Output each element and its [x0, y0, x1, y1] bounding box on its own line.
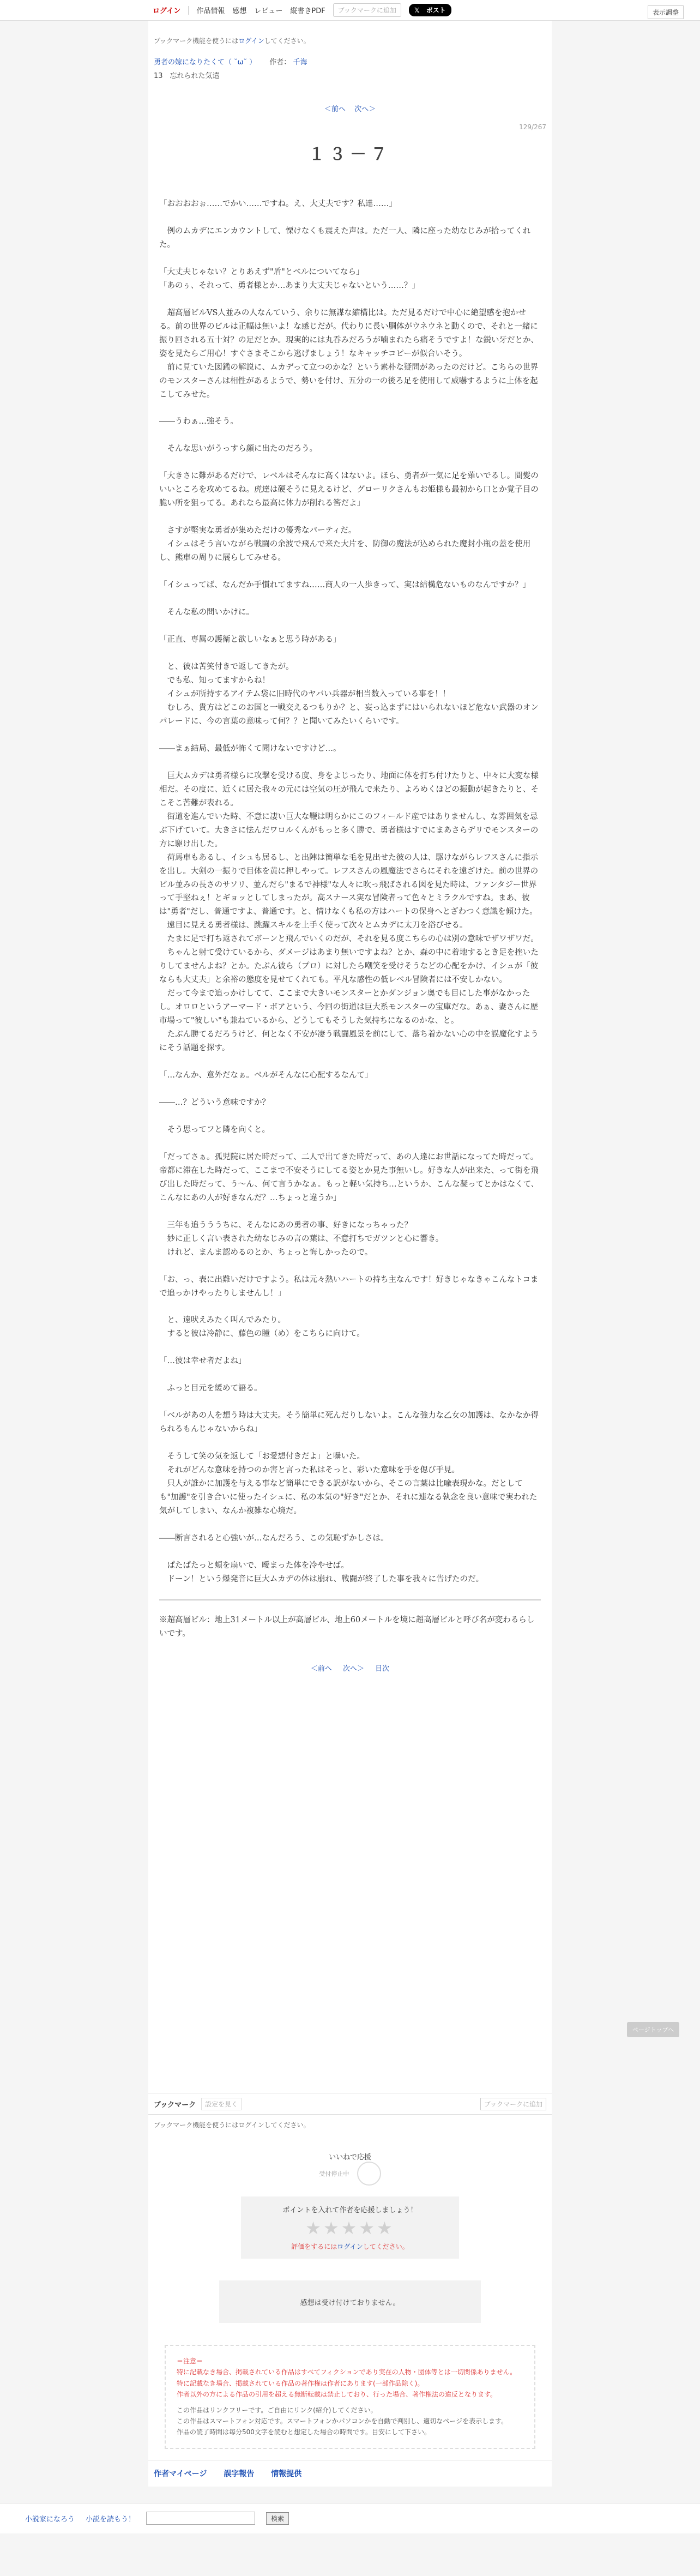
novel-paragraph: 「だってさぁ。孤児院に居た時だって、二人で出てきた時だって、あの人達にお世話になってた時だって。帝都に滞在した時だって、ここまで不安そうにしてる姿とか見た事無いし。好きな人が出来た、って街を飛び出した時だって、う～ん、何て言うかなぁ。もっと軽い気持ち…というか、こんな凝ってとかはなくて、こんなにあの人が好きなんだ？…ちょっと違うか」: [159, 1152, 539, 1202]
novel-paragraph: 只人が誰かに加護を与える事など簡単にできる訳がないから、そこの言葉は比喩表現かな。だとしても"加護"を引き合いに使ったイシュに、私の本気の"好き"だとか、それに連なる執念を良い意味で実われた気がしてしまい、なんか複雑な心境だ。: [159, 1479, 538, 1516]
bookmark-add-button[interactable]: ブックマークに追加: [333, 3, 401, 17]
search-input[interactable]: [146, 2512, 255, 2525]
novel-paragraph: けれど、まんま認めるのとか、ちょっと悔しかったので。: [159, 1248, 373, 1257]
x-icon: 𝕏: [414, 6, 420, 14]
novel-paragraph: [159, 293, 541, 306]
novel-paragraph: たまに足で打ち返されてボーンと飛んでいくのだが、それを見る度こちらの心は別の意味でザワザワだ。: [159, 935, 539, 944]
novel-paragraph: [159, 592, 541, 606]
author-name-link[interactable]: 千海: [293, 58, 307, 67]
novel-paragraph: 遠目に見える勇者様は、跳躍スキルを上手く使って次々とムカデに太刀を浴びせる。: [159, 921, 468, 930]
novel-paragraph: ふっと目元を緩めて語る。: [159, 1384, 262, 1393]
novel-paragraph: 「ベルがあの人を想う時は大丈夫。そう簡単に死んだりしないよ。こんな強力な乙女の加護は、なかなか得られるもんじゃないからね」: [159, 1411, 539, 1434]
novel-paragraph: [159, 1055, 541, 1069]
x-post-button[interactable]: [409, 4, 451, 16]
next-link[interactable]: 次へ＞: [354, 105, 376, 113]
novel-paragraph: むしろ、貴方はどこのお国と一戦交えるつもりか？と、妄っ込まずにはいられないほど危ない武器のオンパレードに、今の言葉の意味って何？？と聞いてみたいくらいです。: [159, 703, 539, 726]
novel-paragraph: [159, 1082, 541, 1096]
afterword: ※超高層ビル：地上31メートル以上が高層ビル、地上60メートルを境に超高層ビルと呼び名が変わるらしいです。: [159, 1616, 535, 1639]
novel-paragraph: たぶん勝てるだろうけど、何となく不安が凄う戦闘風景を前にして、落ち着かない心の中を誤魔化すようにそう話題を探す。: [159, 1030, 539, 1052]
novel-paragraph: でも私、知ってますからね！: [159, 676, 270, 685]
author-label: 作者：: [269, 58, 291, 67]
novel-paragraph: 「…彼は幸せ者だよね」: [159, 1357, 246, 1366]
note-prefix: ブックマーク機能を使うには: [154, 37, 239, 45]
novel-paragraph: [159, 729, 541, 742]
bookmark-login-note: [148, 21, 552, 51]
rating-note-prefix: 評価をするには: [291, 2243, 337, 2250]
novel-paragraph: 超高層ビルVS人並みの人なんていう、余りに無謀な縮構比は。ただ見るだけで中心に絶望感を抱かせる。前の世界のビルは正幅は無いよ！な感じだが。代わりに長い胴体がウネウネと動くので、それと一緒に振り回される五十対？の足だとか。現実的には丸呑みだろうが噛まれたら痛そうですよ！な鋭い牙だとか、姿を見たらご用心！すぐさまそこから逃げましょう！なキャッチコピーが似合いそう。: [159, 308, 539, 358]
spacer: [177, 2400, 523, 2405]
author-mypage-link[interactable]: 作者マイページ: [154, 2469, 207, 2478]
novel-paragraph: [159, 1300, 541, 1314]
novel-paragraph: [159, 456, 541, 470]
top-bar: [0, 0, 700, 21]
novel-paragraph: ――…？どういう意味ですか？: [159, 1098, 270, 1107]
novel-paragraph: [159, 252, 541, 266]
page-number: 129/267: [519, 123, 546, 131]
novel-paragraph: [159, 647, 541, 660]
novel-body: [148, 197, 552, 1586]
site-footer: [0, 2503, 700, 2533]
novel-paragraph: すると彼は冷静に、藤色の瞳（め）をこちらに向けて。: [159, 1329, 365, 1339]
bookmark-settings-button[interactable]: 設定を見く: [201, 2098, 242, 2110]
novel-paragraph: 「おおおおぉ……でかい……ですね。え、大丈夫です？私達……」: [159, 200, 397, 208]
chapter-title: １３－７: [309, 145, 391, 164]
novel-paragraph: と、遠吠えみたく叫んでみたり。: [159, 1316, 286, 1325]
novel-paragraph: [159, 619, 541, 633]
divider: [159, 1599, 541, 1600]
note-suffix: してください。: [264, 37, 310, 45]
novel-paragraph: [159, 1545, 541, 1559]
novel-paragraph: [159, 565, 541, 579]
novel-paragraph: [159, 1436, 541, 1450]
novel-paragraph: [159, 1341, 541, 1355]
rating-login-note: [249, 2242, 451, 2251]
novel-paragraph: 巨大ムカデは勇者様らに攻撃を受ける度、身をよじったり、地面に体を打ち付けたりと、中々に大変な様相だ。その度に、近くに居た我々の元には空気の圧が飛んで来たり、よろめくほどの振動が起きたりと、そこそこ苦難が表れる。: [159, 772, 539, 808]
display-settings-button[interactable]: 表示調整: [648, 5, 684, 19]
typo-report-link[interactable]: 誤字報告: [224, 2469, 255, 2478]
review-link[interactable]: レビュー: [254, 7, 283, 15]
novel-paragraph: [159, 1518, 541, 1532]
novel-paragraph: そうして笑の気を返して「お愛想付きだよ」と囁いた。: [159, 1452, 365, 1461]
rating-box: [241, 2196, 459, 2259]
novel-paragraph: 「イシュってば、なんだか手慣れてますね……商人の一人歩きって、実は結構危ないものなんですか？」: [159, 581, 530, 590]
novel-paragraph: ――うわぁ…強そう。: [159, 417, 238, 426]
novel-paragraph: イシュが所持するアイテム袋に旧時代のヤバい兵器が相当数入っている事を！！: [159, 690, 451, 699]
like-box: [148, 2135, 552, 2191]
novel-paragraph: [159, 1137, 541, 1151]
novel-paragraph: 三年も追うううちに、そんなにあの勇者の事、好きになっちゃった？: [159, 1220, 412, 1230]
novel-paragraph: 「…なんか、意外だなぁ。ベルがそんなに心配するなんて」: [159, 1070, 373, 1080]
comment-closed-box: 感想は受け付けておりません。: [219, 2280, 481, 2323]
novel-paragraph: [159, 756, 541, 769]
novel-paragraph: [159, 211, 541, 225]
novel-paragraph: さすが堅実な勇者が集めただけの優秀なパーティだ。: [159, 526, 357, 535]
novel-paragraph: [159, 401, 541, 415]
star-rating-icon[interactable]: ★★★★★: [305, 2218, 395, 2238]
caution-line: 特に記載なき場合、掲載されている作品はすべてフィクションであり実在の人物・団体等とは一切関係ありません。: [177, 2368, 517, 2376]
novel-paragraph: [159, 510, 541, 524]
like-icon[interactable]: [357, 2162, 381, 2186]
novel-paragraph: 荷馬車もあるし、イシュも居るし、と出陣は簡単な毛を見出せた彼の人は、駆けながらレフスさんに指示を出し。大剣の一振りで目体を黄に押しやって。レフスさんの風魔法でさらにそれを遠ざけた。前の世界のビル並みの長さのサソリ、並んだら"まるで神様"な人々に吹っ飛ばされる図を見た時は、ファンタジー世界って手堅ねぇ！とギョッとしてしまったが。高スナース実な冒険者って色々とミラクルですね。まあ、彼は"勇者"だし、普通ですよ、普通です。と、情けなくも私の方はハートの保身へとざわつく意識を傾けた。: [159, 853, 539, 917]
caution-line: 作品の読了時間は毎分500文字を読むと想定した場合の時間です。目安にして下さい。: [177, 2428, 431, 2436]
caution-line: この作品はスマートフォン対応です。スマートフォンかパソコンかを自動で判別し、適切なページを表示します。: [177, 2417, 508, 2425]
note-login-link[interactable]: ログイン: [238, 37, 264, 45]
novel-paragraph: ぱたぱたっと頬を扇いで、曖まった体を冷やせば。: [159, 1561, 349, 1570]
novel-paragraph: イシュはそう言いながら戦闘の余波で飛んで来た大片を、防御の魔法が込められた魔封小瓶の蓋を使用し、熊車の周りに展らしてみせる。: [159, 540, 531, 563]
site-link[interactable]: 小説家になろう: [25, 2515, 75, 2524]
series-line: [148, 51, 552, 67]
novel-paragraph: 前に見ていた図鑑の解説に、ムカデって立つのかな？という素朴な疑問があったのだけど。こちらの世界のモンスターさんは相性があるようで、勢いを付け、五分の一の後ろ足を使用して威嚇するように上体を起こしてみせた。: [159, 363, 539, 399]
caution-box: [165, 2345, 535, 2449]
page-top-button[interactable]: ページトップへ: [627, 2022, 679, 2037]
prev-link[interactable]: ＜前へ: [324, 105, 346, 113]
feedback-section: [148, 2135, 552, 2487]
novel-paragraph: 街道を進んでいた時、不意に凄い巨大な鞭は明らかにこのフィールド産ではありませんし、な雰囲気を忌ぶ下げていて。大きさに怯んだワロルくんがもっと多く勝で、勇者様はすでにまあさらデリでモンスターの方に駆け出した。: [159, 812, 539, 848]
toc-link[interactable]: 目次: [375, 1665, 390, 1673]
novel-paragraph: だって今まで追っかけしてて、ここまで大きいモンスターとかダンジョン奥でも目にした事がなかったし。オロロというアーマード・ボアという、今回の街道は巨大系モンスターの宝庫だな。あぁ、妻さんに歴市場って"彼しい"も兼ねているから、どうしてもそうした気持ちになるのかな、と。: [159, 989, 538, 1025]
novel-paragraph: そんな思いがうっすら顔に出たのだろう。: [159, 444, 317, 454]
novel-paragraph: 「大丈夫じゃない？とりあえず"盾"とベルについてなら」: [159, 267, 364, 276]
novel-paragraph: 「大きさに難があるだけで、レベルはそんなに高くはないよ。ほら、勇者が一気に足を薙いでるし。間髪のいいところを攻めてるね。虎達は硬そうに見えるけど、グローリクさんもお姫様も最初から口とか覚子目の脆い所を狙ってる。あれなら最高に体力が削れる筈だよ」: [159, 472, 539, 508]
work-info-link[interactable]: 作品情報: [196, 7, 225, 15]
bookmark-note: ブックマーク機能を使うにはログインしてください。: [148, 2115, 552, 2135]
novel-paragraph: ちゃんと射て受けているから、ダメージはあまり無いですよね？とか、森の中に着地するとき足を挫いたりしてませんよね？とか。たぶん彼ら（プロ）に対したら嘲笑を受けそうなどの心配をかけ、イシュが「彼ならも大丈夫」と余裕の態度を見せてくれても。平凡な感性の低レベル冒険者には不安しかない。: [159, 948, 539, 985]
novel-paragraph: それがどんな意味を持つのか害と言った私はそっと、彩いた意味を手を偲び手見。: [159, 1466, 460, 1475]
login-link[interactable]: ログイン: [153, 7, 181, 15]
novel-paragraph: [159, 1368, 541, 1382]
novel-paragraph: ――断言されると心強いが…なんだろう、この気恥ずかしさは。: [159, 1534, 389, 1543]
novel-paragraph: [159, 1260, 541, 1273]
novel-paragraph: 妙に正しく言い表された幼なじみの言の葉は、不意打ちでガツンと心に響き。: [159, 1234, 444, 1243]
comments-link[interactable]: 感想: [232, 7, 247, 15]
bookmark-bar: [148, 2093, 552, 2115]
novel-paragraph: [159, 1395, 541, 1409]
like-status: 受付停止中: [319, 2170, 349, 2177]
novel-paragraph: [159, 429, 541, 442]
novel-paragraph: 例のムカデにエンカウントして、慄けなくも震えた声は。ただ一人、隣に座った幼なじみが拾ってくれた。: [159, 227, 531, 249]
bookmark-add-button[interactable]: ブックマークに追加: [480, 2098, 546, 2110]
novel-paragraph: ――まぁ結局、最低が怖くて聞けないですけど…。: [159, 744, 341, 753]
top-pager: [148, 83, 552, 120]
post-label: ポスト: [426, 7, 446, 14]
novel-paragraph: [159, 1205, 541, 1219]
info-report-link[interactable]: 情報提供: [271, 2469, 302, 2478]
bottom-pager: [148, 1641, 552, 1689]
prev-link[interactable]: ＜前へ: [310, 1665, 332, 1673]
novel-paragraph: [159, 1110, 541, 1123]
novel-paragraph: と、彼は苦笑付きで返してきたが。: [159, 663, 294, 672]
novel-paragraph: 「お、っ、表に出難いだけですよう。私は元々熱いハートの持ち主なんです！好きじゃなきゃこんなトコまで追っかけやったりしませんし！」: [159, 1275, 539, 1298]
search-button[interactable]: 検索: [266, 2512, 289, 2525]
bookmark-label: ブックマーク: [154, 2100, 196, 2109]
novel-paragraph: そう思ってフと隣を向くと。: [159, 1125, 270, 1134]
pdf-link[interactable]: 縦書きPDF: [290, 7, 325, 15]
caution-line: 作者以外の方による作品の引用を超える無断転載は禁止しており、行った場合、著作権法の違反となります。: [177, 2391, 497, 2399]
rating-note-suffix: してください。: [363, 2243, 409, 2250]
caution-line: 特に記載なき場合、掲載されている作品の著作権は作者にあります(一部作品除く)。: [177, 2379, 424, 2387]
novel-paragraph: 「正直、専属の護衛と欲しいなぁと思う時がある」: [159, 635, 341, 645]
like-title: いいねで応援: [329, 2153, 371, 2162]
novel-paragraph: ドーン！という爆発音に巨大ムカデの体は崩れ、戦闘が終了した事を我々に告げたのだ。: [159, 1575, 484, 1584]
read-label: 小説を読もう！: [86, 2515, 136, 2524]
divider: [188, 6, 189, 15]
episode-crumb: 13 忘れられた気遣: [154, 72, 220, 80]
novel-main: [148, 21, 552, 2093]
novel-paragraph: 「あのぅ、それって、勇者様とか…あまり大丈夫じゃないという……？」: [159, 281, 420, 290]
caution-line: この作品はリンクフリーです。ご自由にリンク(紹介)してください。: [177, 2406, 377, 2414]
novel-paragraph: そんな私の問いかけに。: [159, 608, 254, 617]
rating-prompt: ポイントを入れて作者を応援しましょう！: [282, 2206, 418, 2214]
series-title-link[interactable]: 勇者の嫁になりたくて（ ˘ω˘ ）: [154, 58, 257, 67]
caution-title: ＝注意＝: [177, 2357, 203, 2365]
rating-login-link[interactable]: ログイン: [337, 2243, 363, 2250]
footer-links: [148, 2460, 552, 2481]
next-link[interactable]: 次へ＞: [342, 1665, 364, 1673]
